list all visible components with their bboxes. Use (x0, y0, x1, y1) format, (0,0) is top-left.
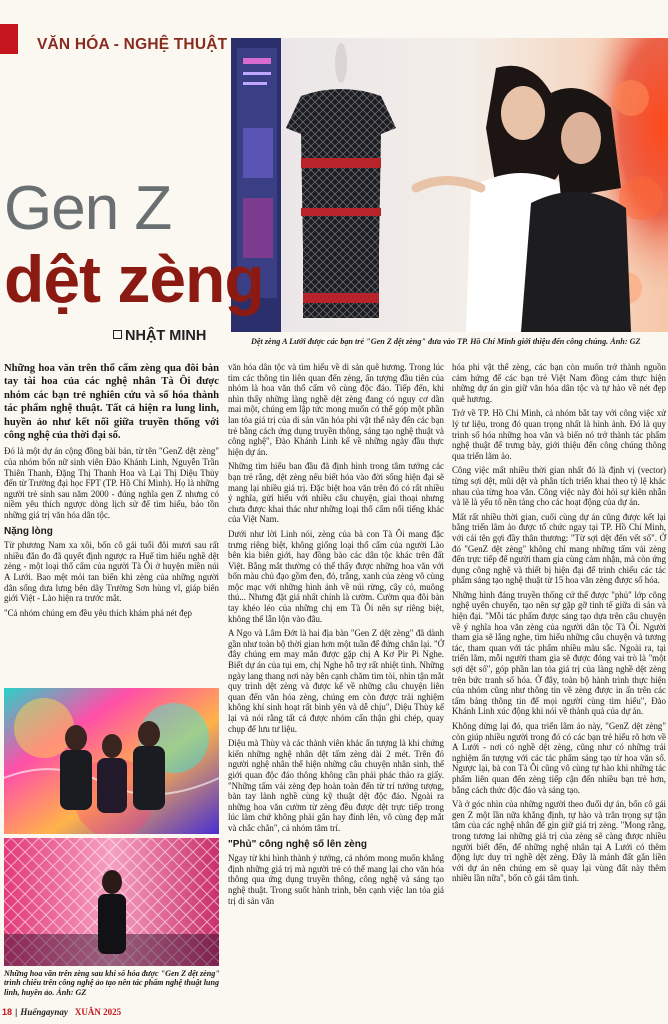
headline-line1: Gen Z (4, 174, 172, 243)
photo-caption: Những hoa văn trên zèng sau khi số hóa được "Gen Z dệt zèng" trình chiếu trên công nghệ ảo tạo nên tác phẩm nghệ thuật lung linh, huyền ảo. Ảnh: GZ (4, 969, 220, 997)
body-paragraph: Diệu mà Thùy và các thành viên khác ấn tượng là khi chứng kiến những nghệ nhân dệt tấm zèng dài 2 mét. Trên đó người nghệ nhân thể hiện những câu chuyện nhân sinh, thế giới quan độc đáo thông không cần phải phác thảo ra giấy. "Những tấm vải zèng đẹp hoàn toàn đến từ trí tưởng tượng, bàn tay lành nghề cùng kỹ thuật dệt độc đáo. Ngoài ra những hoa văn cườm từ zèng đều được dệt trực tiếp trong lúc làm chứ không phải gắn hay đính lên, vô cùng đẹp mắt và chắc chắn", cả nhóm tâm trí. (228, 738, 444, 833)
headline-line2: dệt zèng (4, 242, 264, 316)
issue-label: XUÂN 2025 (74, 1007, 122, 1017)
column-1 (4, 362, 219, 618)
body-paragraph: Trở về TP. Hồ Chí Minh, cả nhóm bắt tay với công việc xử lý tư liệu, trong đó quan trọng nhất là hình ảnh. Đó là quy trình số hóa những hoa văn và biến nó trở thành tác phẩm nghệ thuật để trưng bày, giới thiệu đến công chúng thông qua triển lãm ảo. (452, 408, 666, 461)
body-paragraph: Từ phương Nam xa xôi, bốn cô gái tuổi đôi mươi sau rất nhiều đắn đo đã quyết định ngược ra Huế tìm hiểu nghề dệt zèng - một loại thổ cẩm của người Tà Ôi ở huyện miền núi A Lưới. Bao mệt mỏi tan biến khi zèng của những người dân sống dưa lưng bên dãy Trường Sơn hùng vĩ, giáp biên giới Việt - Lào hiện ra trước mắt. (4, 540, 219, 604)
byline (113, 328, 206, 344)
section-title: VĂN HÓA - NGHỆ THUẬT (37, 36, 228, 53)
body-paragraph: Ngay từ khi hình thành ý tưởng, cả nhóm mong muốn khẳng định những giá trị mà người trẻ có thể mang lại cho văn hóa thông qua ứng dụng truyền thông, công nghệ và sáng tạo nghệ thuật. Trong suốt hành trình, bên cạnh việc lan tỏa giá trị di sản văn (228, 853, 444, 906)
body-paragraph: Những hình đáng truyền thống cứ thế được "phủ" lớp công nghệ uyên chuyển, tạo nên sự gặp gỡ tinh tế giữa di sản và hiện đại. "Mỗi tác phẩm được sáng tạo dựa trên câu chuyện về ý nghĩa hoa văn zèng của người dân tộc Tà Ôi. Người tham gia sẽ lắng nghe, tìm hiểu những câu chuyện và tương tác, tham quan với tác phẩm nhiều màu sắc. Ngoài ra, tại triển lãm, mỗi người tham gia sẽ được đóng vai trò là "một sợi dệt số", góp phần lan tỏa giá trị của làng nghề dệt zèng trên bức tranh số hóa. Ở đây, toàn bộ hành trình thực hiện của nhóm cũng như thông tin về zèng được in ấn trên các tấm bảng thông tin để mọi người cùng tìm hiểu", Đào Khánh Linh xúc động khi nói về thành quả của dự án. (452, 589, 666, 717)
body-paragraph: A Ngo và Lâm Đớt là hai địa bàn "Gen Z dệt zèng" đã dành gần như toàn bộ thời gian hơn một tuần để đứng chân lại. "Ở đây chúng em may mắn được gặp chị A Kơ Pir Pi Nghe. Biết dự án của tụi em, chị Nghe hỗ trợ rất nhiệt tình. Những ngày lang thang nơi này bên cạnh chăm tìm tòi, nhìn tận mắt quy trình dệt zèng và được kể về những câu chuyện liên quan đến văn hóa zèng, chúng em còn được trải nghiệm không khí sinh hoạt rất bình yên và dễ chịu", Diệu Thùy kể lại và nói rằng tất cả được nhóm cẩn thận ghi chép, quay chụp để lưu tư liệu. (228, 628, 444, 734)
body-paragraph: "Cả nhóm chúng em đều yêu thích khám phá nét đẹp (4, 607, 192, 618)
footer-divider: | (15, 1007, 18, 1017)
column-2 (228, 362, 444, 906)
page-footer (0, 1005, 121, 1019)
lead-paragraph: Những hoa văn trên thổ cẩm zèng qua đôi bàn tay tài hoa của các nghệ nhân Tà Ôi được nhóm các bạn trẻ nghiên cứu và số hóa thành tác phẩm nghệ thuật. Tất cả hiện ra lung linh, huyền ảo như kết nối giữa truyền thống với công nghệ của thời đại số. (4, 363, 219, 442)
body-paragraph: Đó là một dự án cộng đồng bài bản, từ tên "GenZ dệt zèng" của nhóm bốn nữ sinh viên Đào Khánh Linh, Nguyễn Trần Thiên Thanh, Đặng Thị Thanh Hoa và Lại Thị Diệu Thùy đến từ Trường đại học FPT (TP. Hồ Chí Minh). Họ là những người trẻ sinh sau năm 2000 - đúng nghĩa gen Z nhưng có niềm yêu thích ngược dòng lịch sử để tìm hiểu, bảo tồn những giá trị văn hóa dân tộc. (4, 446, 219, 520)
exhibition-photo-2 (4, 838, 219, 966)
body-paragraph: Những tìm hiểu ban đầu đã định hình trong tâm tưởng các bạn trẻ rằng, dệt zèng nếu biết hóa vào đời sống hiện đại sẽ mang lại nhiều giá trị. Đặc biệt hoa văn trên đó có rất nhiều ý nghĩa, gửi hiểu với nhiều câu chuyện, giai thoại nhưng chưa được khai thác như những loại thổ cẩm nổi tiếng khác của Việt Nam. (228, 461, 444, 525)
body-paragraph: Không dừng lại đó, qua triển lãm ảo này, "GenZ dệt zèng" còn giúp nhiều người trong đó có các bạn trẻ hiểu rõ hơn về A Lưới - nơi có nghề dệt zèng, cũng như có những trải nghiệm ấn tượng với các tác phẩm sáng tạo từ hoa văn số. Ngược lại, bà con Tà Ôi cũng vô cùng tự hào khi những tác phẩm liên quan đến zèng tiếp cận đến nhiều bạn trẻ hơn, bằng cách thức độc đáo và sáng tạo. (452, 721, 666, 795)
section-accent-bar (0, 24, 18, 54)
body-paragraph: hóa phi vật thể zèng, các bạn còn muốn trở thành nguồn cảm hứng để các bạn trẻ Việt Nam đồng cảm thực hiện những dự án gìn giữ văn hóa dân tộc và tự hào về nét đẹp quê hương. (452, 362, 666, 404)
author-name: NHẬT MINH (125, 328, 207, 344)
subheading: Nặng lòng (4, 525, 53, 537)
subheading: "Phủ" công nghệ số lên zèng (228, 838, 367, 850)
hero-caption: Dệt zèng A Lưới được các bạn trẻ "Gen Z dệt zèng" đưa vào TP. Hồ Chí Minh giới thiệu đến công chúng. Ảnh: GZ (251, 337, 641, 346)
body-paragraph: Mất rất nhiều thời gian, cuối cùng dự án cũng được kết lại bằng triển lãm ảo được tổ chức ngay tại TP. Hồ Chí Minh, với cái tên gợi đầy thân thương: "Từ sợi dệt đến vết số". Ở đó "GenZ dệt zèng" không chỉ mang những tấm vải zèng đến trực tiếp để người tham gia cùng cảm nhận, mà còn ứng dụng công nghệ và thiết bị hiện đại để trình chiếu các tác phẩm sáng tạo nghệ thuật từ 15 hoa văn zèng được số hóa. (452, 511, 666, 586)
page-number: 18 (2, 1007, 13, 1017)
exhibition-photo-1 (4, 688, 219, 834)
body-paragraph: văn hóa dân tộc và tìm hiểu về di sản quê hương. Trong lúc tìm các thông tin liên quan đến zèng, ấn tượng đầu tiên của nhóm là hoa văn thổ cẩm vô cùng độc đáo. Tiếp đến, khi nhìn thấy những làng nghề dệt zèng đang có nguy cơ dần mai một, chúng em lập tức mong muốn có thể góp một phần lan tỏa giá trị của di sản văn hóa phi vật thể này đến các bạn trẻ bằng cách ứng dụng truyền thông, sáng tạo nghệ thuật và công nghệ", Đào Khánh Linh kể về những ngày đầu thực hiện dự án. (228, 362, 444, 457)
hero-photo (231, 38, 668, 332)
body-paragraph: Công việc mất nhiều thời gian nhất đó là định vị (vector) từng sợi dệt, mũi dệt và phân tích triển khai theo tỷ lệ khác nhau của từng hoa văn. Công việc này đòi hỏi sự kiên nhẫn và lẽ là yếu tố nền tảng cho các hoạt động của dự án. (452, 465, 666, 508)
byline-square-icon (113, 330, 122, 339)
magazine-name: Huếngaynay (20, 1007, 68, 1017)
column-3 (452, 362, 666, 884)
body-paragraph: Và ở góc nhìn của những người theo đuổi dự án, bốn cô gái gen Z một lần nữa khẳng định, tự hào và trân trọng sự tận tâm của các nghệ nhân để gìn giữ giá trị zèng. "Mong rằng, trong tương lai những giá trị của zèng sẽ càng được nhiều người biết đến, để những nghệ nhân tại A Lưới có thêm động lực duy trì nghề dệt zèng. Đây là mảnh đất gắn liền với dự án nên chúng em sẽ quay lại vùng đất này thêm nhiều lần nữa", bốn cô gái tâm tình. (452, 799, 666, 884)
body-paragraph: Dưới như lời Linh nói, zèng của bà con Tà Ôi mang đặc trưng riêng biệt, không giống loại thổ cẩm của người Lào bên kia biên giới, hay đồng bào các dân tộc khác trên đất Việt. Bằng mắt thường có thể thấy được những hoa văn với bốn màu chủ đạo gồm đen, đỏ, trắng, xanh của zèng vô cùng mộc mạc với những hình ảnh về núi rừng, cây cỏ, muông thú... Nhưng đặt giá nhất chính là cườm. Cườm qua đôi bàn tay khéo léo của những chị em Tà Ôi nên sự riêng biệt, không thể lẫn lộn vào đâu. (228, 528, 444, 624)
